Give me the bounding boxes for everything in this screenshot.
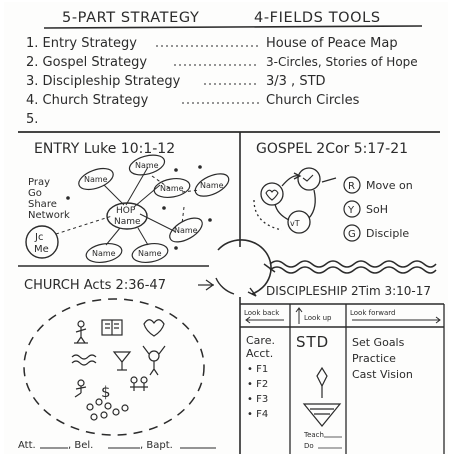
column-header: Look up	[304, 314, 332, 322]
praise-person-icon	[143, 346, 165, 375]
strategy-tool: 3/3 , STD	[266, 74, 326, 89]
strategy-sheet	[4, 2, 448, 454]
svg-text:Set Goals: Set Goals	[352, 336, 405, 349]
network-node	[85, 241, 124, 265]
arrow-right-icon	[352, 317, 440, 323]
strategy-label: 2. Gospel Strategy	[26, 55, 148, 70]
title-underline	[44, 26, 422, 28]
svg-text:vT: vT	[290, 219, 300, 228]
network-node	[153, 176, 192, 200]
svg-text:HOP: HOP	[116, 206, 136, 216]
svg-text:G: G	[348, 229, 356, 240]
entry-nodes	[26, 152, 232, 265]
svg-text:, Bapt.: , Bapt.	[140, 440, 173, 451]
church-footer	[18, 440, 216, 451]
teach-label: Teach	[304, 431, 324, 439]
church-elements	[72, 320, 165, 420]
entry-title: ENTRY Luke 10:1-12	[34, 141, 176, 157]
column-header: Look back	[244, 309, 280, 317]
network-node	[192, 169, 232, 201]
network-node	[131, 241, 170, 265]
hand-drawn-diagram	[4, 2, 448, 454]
title-left: 5-PART STRATEGY	[62, 10, 200, 26]
leader-icon	[75, 380, 86, 397]
discipleship-title: DISCIPLESHIP 2Tim 3:10-17	[266, 284, 432, 298]
entry-steps	[28, 177, 70, 221]
response-text: Move on	[366, 179, 413, 192]
entry-step: Go	[28, 188, 42, 199]
svg-text:• F3: • F3	[247, 394, 269, 405]
look-back-list	[246, 334, 275, 420]
std-illustration-icon	[304, 368, 340, 426]
strategy-list	[26, 36, 418, 127]
svg-text:Name: Name	[200, 181, 224, 190]
strategy-label: 4. Church Strategy	[26, 93, 149, 108]
three-circles-icon	[254, 168, 336, 233]
jesus-me-node	[26, 226, 58, 258]
svg-text:Acct.: Acct.	[246, 347, 274, 360]
svg-text:R: R	[348, 181, 355, 192]
strategy-tool: Church Circles	[266, 93, 360, 108]
multiplication-icon	[87, 399, 128, 420]
svg-text:Y: Y	[348, 205, 355, 216]
svg-text:Jc: Jc	[35, 232, 44, 243]
baptism-icon	[74, 321, 88, 343]
look-up-label: STD	[296, 333, 330, 351]
svg-text:• F1: • F1	[247, 364, 269, 375]
svg-text:• F4: • F4	[247, 409, 269, 420]
svg-text:Name: Name	[92, 249, 116, 258]
entry-step: Share	[28, 199, 57, 210]
gospel-title: GOSPEL 2Cor 5:17-21	[256, 141, 409, 157]
arrow-up-icon	[296, 308, 302, 324]
network-node	[166, 213, 206, 247]
response-list	[344, 177, 413, 241]
heart-icon	[144, 320, 164, 336]
svg-text:Name: Name	[138, 249, 162, 258]
giving-icon: $	[101, 383, 111, 401]
bible-icon	[102, 320, 122, 335]
prayer-wave-icon	[72, 355, 96, 365]
do-label: Do	[304, 442, 314, 450]
svg-text:Name: Name	[160, 184, 184, 193]
svg-text:Name: Name	[114, 217, 141, 227]
fellowship-icon	[130, 377, 148, 391]
strategy-label: 1. Entry Strategy	[26, 36, 137, 51]
wavy-divider-icon	[270, 261, 436, 267]
svg-text:, Bel.: , Bel.	[68, 440, 94, 451]
response-text: Disciple	[366, 227, 410, 240]
svg-text:Name: Name	[135, 161, 159, 170]
response-text: SoH	[366, 203, 388, 216]
svg-text:Name: Name	[84, 175, 108, 184]
svg-text:Care.: Care.	[246, 334, 275, 347]
strategy-label: 5.	[26, 112, 39, 127]
house-of-peace-node	[107, 203, 147, 229]
look-forward-list	[352, 336, 413, 381]
title-right: 4-FIELDS TOOLS	[254, 10, 381, 26]
arrow-left-icon	[246, 317, 284, 323]
cycle-circle	[216, 240, 271, 296]
church-title: CHURCH Acts 2:36-47	[24, 278, 166, 293]
svg-text:Practice: Practice	[352, 352, 396, 365]
svg-text:Att.: Att.	[18, 440, 36, 451]
strategy-label: 3. Discipleship Strategy	[26, 74, 181, 89]
strategy-tool: 3-Circles, Stories of Hope	[266, 55, 418, 69]
network-node	[76, 164, 116, 193]
entry-step: Pray	[28, 177, 51, 188]
column-header: Look forward	[350, 309, 396, 317]
svg-text:Me: Me	[34, 244, 49, 255]
cup-icon	[114, 352, 130, 370]
svg-text:Name: Name	[174, 226, 198, 235]
svg-text:Cast Vision: Cast Vision	[352, 368, 413, 381]
entry-step: Network	[28, 210, 70, 221]
strategy-tool: House of Peace Map	[266, 36, 398, 51]
svg-text:• F2: • F2	[247, 379, 269, 390]
